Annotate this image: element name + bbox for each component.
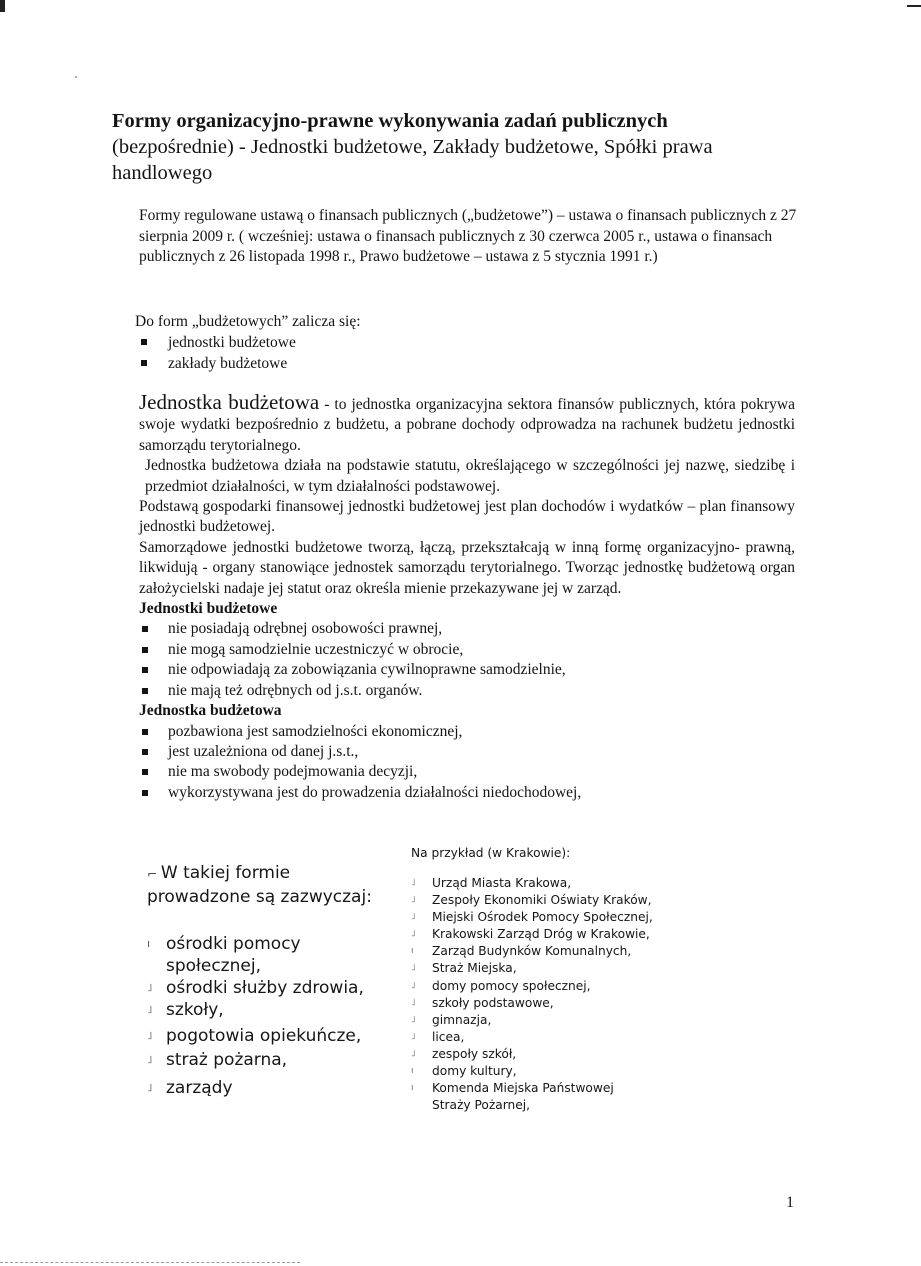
arrow-bullet-icon: ˩ [411, 997, 416, 1008]
budget-forms-section [135, 311, 735, 374]
square-bullet-icon [142, 769, 148, 775]
list-item: ˩ pogotowia opiekuńcze, [147, 1026, 362, 1046]
slide-heading-line2: prowadzone są zazwyczaj: [147, 887, 372, 907]
square-bullet-icon [142, 667, 148, 673]
arrow-bullet-icon: ˩ [411, 1014, 416, 1025]
square-bullet-icon [142, 749, 148, 755]
list-item: nie odpowiadają za zobowiązania cywilnoprawne samodzielnie, [139, 660, 795, 680]
arrow-bullet-icon: ı [147, 937, 151, 950]
list-item: ı Komenda Miejska Państwowej Straży Pożarnej, [411, 1081, 614, 1113]
definition-term: Jednostka budżetowa [139, 390, 320, 414]
scan-mark-top-right [907, 5, 921, 7]
arrow-bullet-icon: ˩ [147, 981, 153, 994]
arrow-bullet-icon: ˩ [411, 980, 416, 991]
title-bold: Formy organizacyjno-prawne wykonywania zadań publicznych [112, 110, 668, 132]
arrow-bullet-icon: ˩ [147, 1029, 153, 1042]
arrow-bullet-icon: ˩ [411, 878, 416, 888]
list-item: ˩ szkoły, [147, 1000, 224, 1020]
institution-type-list [147, 933, 397, 1099]
list-item: nie mają też odrębnych od j.s.t. organów. [139, 681, 795, 701]
arrow-bullet-icon: ˩ [411, 912, 416, 923]
arrow-bullet-icon: ˩ [411, 929, 416, 940]
definition-text: - to jednostka organizacyjna sektora finansów publicznych, która pokrywa swoje wydatki bezpośrednio z budżetu, a pobrane dochody odprowadza na rachunek budżetu jednostki samorządu terytorialnego. [139, 396, 795, 454]
arrow-bullet-icon: ˩ [147, 1053, 153, 1066]
list-item: ˩ straż pożarna, [147, 1050, 288, 1070]
arrow-bullet-icon: ⌐ [147, 867, 161, 881]
document-title [112, 108, 752, 186]
list-item: ˩ gimnazja, [432, 1012, 701, 1029]
list-item: ı domy kultury, [432, 1063, 701, 1080]
creation-paragraph: Samorządowe jednostki budżetowe tworzą, łączą, przekształcają w inną formę organizacyjno- prawną, likwidują - organy stanowiące jednostek samorządu terytorialnego. Tworząc jednostkę budżetową organ założycielski nadaje jej statut oraz określa mienie przekazywane jej w zarząd. [139, 538, 795, 597]
definition-paragraph [139, 392, 795, 456]
arrow-bullet-icon: ı [411, 1066, 414, 1077]
list-item: jest uzależniona od danej j.s.t., [139, 742, 795, 762]
list-item: nie posiadają odrębnej osobowości prawnej, [139, 619, 795, 639]
square-bullet-icon [142, 647, 148, 653]
scan-speck [75, 76, 77, 78]
list-item: ˩ Krakowski Zarząd Dróg w Krakowie, [432, 926, 701, 943]
units-list [139, 619, 795, 701]
list-item: ˩ szkoły podstawowe, [432, 995, 701, 1012]
list-item: wykorzystywana jest do prowadzenia działalności niedochodowej, [139, 783, 795, 803]
arrow-bullet-icon: ˩ [411, 895, 416, 906]
list-item: ı Zarząd Budynków Komunalnych, [432, 943, 701, 960]
slide-left-column [147, 862, 397, 1099]
list-item: ˩ Miejski Ośrodek Pomocy Społecznej, [432, 909, 701, 926]
list-item: ˩ Zespoły Ekonomiki Oświaty Kraków, [432, 892, 701, 909]
list-item: nie ma swobody podejmowania decyzji, [139, 762, 795, 782]
square-bullet-icon [142, 688, 148, 694]
list-item: ˩ licea, [432, 1029, 701, 1046]
unit-heading: Jednostka budżetowa [139, 702, 282, 720]
title-rest: (bezpośrednie) - Jednostki budżetowe, Zakłady budżetowe, Spółki prawa handlowego [112, 136, 713, 184]
list-item: jednostki budżetowe [135, 332, 735, 353]
budget-forms-list [135, 332, 735, 374]
list-item: ˩ Straż Miejska, [432, 960, 701, 977]
square-bullet-icon [141, 339, 147, 345]
arrow-bullet-icon: ˩ [411, 1031, 416, 1042]
list-item: zakłady budżetowe [135, 353, 735, 374]
examples-list [411, 875, 701, 1114]
intro-paragraph: Formy regulowane ustawą o finansach publicznych („budżetowe”) – ustawa o finansach publicznych z 27 sierpnia 2009 r. ( wcześniej: ustawa o finansach publicznych z 30 czerwca 2005 r., ustawa o finansach publicznych z 26 listopada 1998 r., Prawo budżetowe – ustawa z 5 stycznia 1991 r.) [139, 207, 797, 265]
list-item: ˩ zarządy [147, 1078, 233, 1098]
financial-plan-paragraph: Podstawą gospodarki finansowej jednostki budżetowej jest plan dochodów i wydatków – plan finansowy jednostki budżetowej. [139, 498, 795, 536]
slide-right-column [411, 845, 701, 1114]
list-item: nie mogą samodzielnie uczestniczyć w obrocie, [139, 640, 795, 660]
square-bullet-icon [142, 790, 148, 796]
definition-section [139, 392, 795, 803]
page-number: 1 [786, 1194, 794, 1211]
list-item: ı ośrodki pomocy społecznej, [147, 934, 301, 976]
arrow-bullet-icon: ı [411, 1083, 414, 1094]
arrow-bullet-icon: ˩ [411, 1048, 416, 1059]
square-bullet-icon [142, 626, 148, 632]
arrow-bullet-icon: ı [411, 946, 414, 957]
list-item: ˩ Urząd Miasta Krakowa, [432, 875, 701, 892]
list-item: ˩ domy pomocy społecznej, [432, 978, 701, 995]
examples-heading: Na przykład (w Krakowie): [411, 846, 571, 860]
statute-paragraph: Jednostka budżetowa działa na podstawie statutu, określającego w szczególności jej nazwę, siedzibę i przedmiot działalności, w tym działalności podstawowej. [145, 457, 795, 495]
square-bullet-icon [142, 729, 148, 735]
arrow-bullet-icon: ˩ [147, 1003, 153, 1016]
slide-heading-line1: ⌐ W takiej formie [147, 863, 291, 883]
square-bullet-icon [141, 360, 147, 366]
list-item: pozbawiona jest samodzielności ekonomicznej, [139, 722, 795, 742]
scan-edge-line [0, 1262, 300, 1263]
scan-mark-top-left [0, 0, 5, 12]
units-heading: Jednostki budżetowe [139, 600, 278, 618]
unit-list [139, 722, 795, 804]
budget-forms-heading: Do form „budżetowych” zalicza się: [135, 313, 361, 330]
list-item: ˩ ośrodki służby zdrowia, [147, 978, 364, 998]
arrow-bullet-icon: ˩ [147, 1081, 153, 1094]
arrow-bullet-icon: ˩ [411, 963, 416, 974]
list-item: ˩ zespoły szkół, [432, 1046, 701, 1063]
